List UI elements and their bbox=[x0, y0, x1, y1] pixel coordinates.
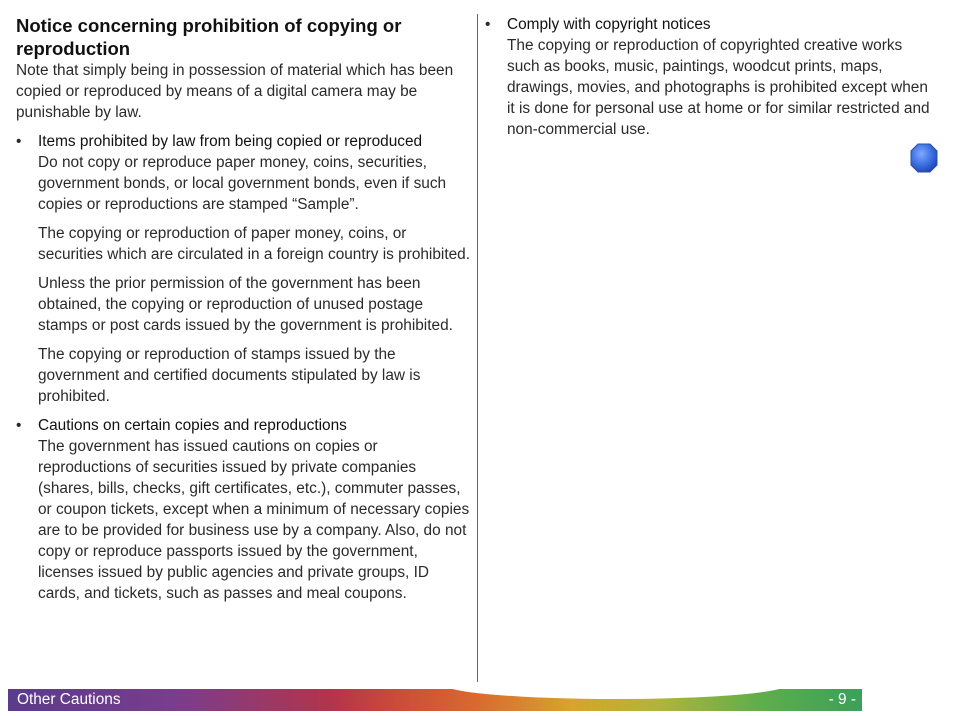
column-divider bbox=[477, 14, 478, 682]
footer-bar bbox=[8, 689, 862, 711]
footer-page-number: - 9 - bbox=[828, 691, 856, 708]
page-title: Notice concerning prohibition of copying or reproduction bbox=[16, 15, 402, 59]
bullet-heading: Cautions on certain copies and reproductions bbox=[38, 417, 347, 434]
intro-text: Note that simply being in possession of material which has been copied or reproduced by means of a digital camera may be punishable by law. bbox=[16, 62, 454, 121]
bullet-paragraph: The copying or reproduction of copyrighted creative works such as books, music, paintings, woodcut prints, maps, drawings, movies, and photographs is prohibited except when it is done for personal use at home or for similar restricted and non-commercial use. bbox=[507, 37, 930, 138]
bullet-prohibited-items bbox=[16, 131, 472, 407]
bullet-copyright bbox=[485, 14, 937, 140]
blue-octagon-graphic bbox=[910, 143, 938, 173]
bullet-glyph: • bbox=[485, 16, 491, 33]
blue-octagon-icon[interactable] bbox=[910, 143, 938, 173]
bullet-paragraph: Unless the prior permission of the government has been obtained, the copying or reproduction of unused postage stamps or post cards issued by the government is prohibited. bbox=[38, 275, 453, 334]
bullet-heading: Comply with copyright notices bbox=[507, 16, 711, 33]
bullet-cautions bbox=[16, 415, 472, 604]
bullet-paragraph: The copying or reproduction of paper money, coins, or securities which are circulated in a foreign country is prohibited. bbox=[38, 225, 471, 263]
footer-swoosh bbox=[446, 685, 786, 699]
bullet-paragraph: The government has issued cautions on copies or reproductions of securities issued by private companies (shares, bills, checks, gift certificates, etc.), commuter passes, or coupon tickets, except when a minimum of necessary copies are to be provided for business use by a company. Also, do not copy or reproduce passports issued by the government, licenses issued by public agencies and private groups, ID cards, and tickets, such as passes and meal coupons. bbox=[38, 438, 470, 602]
bullet-paragraph: Do not copy or reproduce paper money, coins, securities, government bonds, or local government bonds, even if such copies or reproductions are stamped “Sample”. bbox=[38, 154, 447, 213]
bullet-heading: Items prohibited by law from being copied or reproduced bbox=[38, 133, 423, 150]
right-column bbox=[485, 14, 937, 148]
bullet-glyph: • bbox=[16, 133, 22, 150]
left-column bbox=[16, 14, 472, 612]
bullet-glyph: • bbox=[16, 417, 22, 434]
footer-section-title: Other Cautions bbox=[17, 691, 121, 708]
bullet-paragraph: The copying or reproduction of stamps issued by the government and certified documents stipulated by law is prohibited. bbox=[38, 346, 421, 405]
